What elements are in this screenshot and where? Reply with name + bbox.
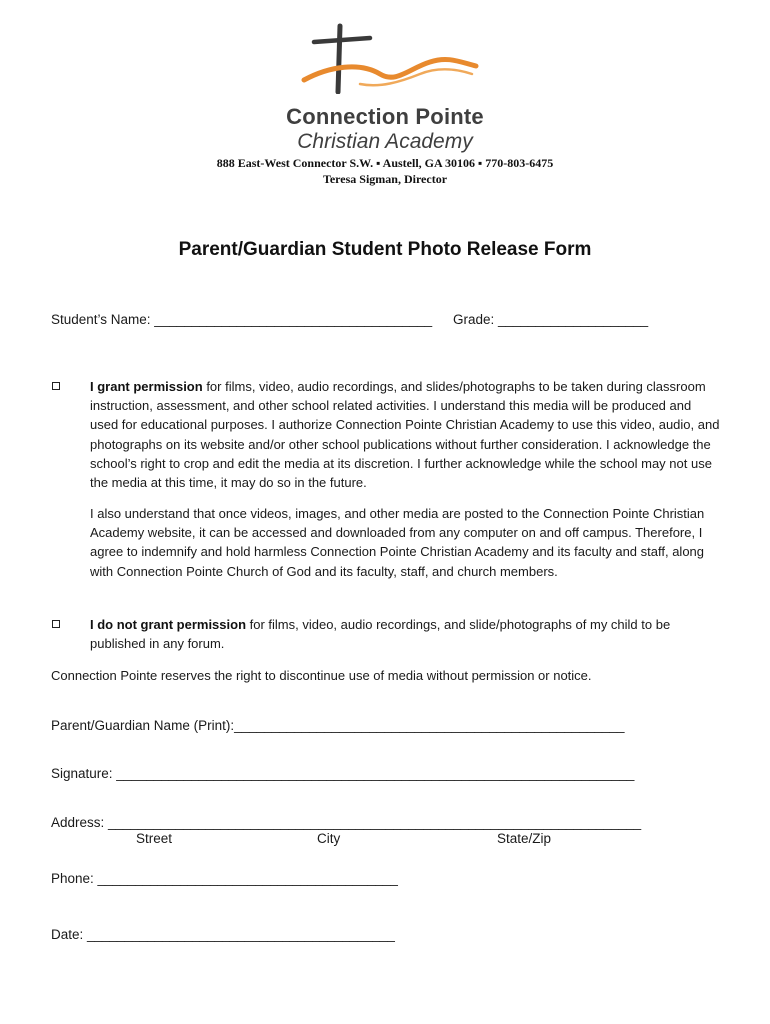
academy-logo-icon [300, 22, 480, 94]
address-street-label: Street [136, 831, 173, 846]
address-field[interactable]: Address: _______________________________________________________________________ [51, 815, 642, 830]
signature-field[interactable]: Signature: _____________________________________________________________________ [51, 766, 635, 781]
director-line: Teresa Sigman, Director [322, 172, 448, 186]
deny-permission-paragraph [90, 615, 720, 653]
address-city-label: City [317, 831, 341, 846]
parent-name-field[interactable]: Parent/Guardian Name (Print):____________________________________________________ [51, 718, 625, 733]
deny-permission-checkbox[interactable] [52, 620, 60, 628]
reserve-notice: Connection Pointe reserves the right to discontinue use of media without permission or notice. [51, 668, 592, 683]
grant-permission-paragraph [90, 377, 720, 492]
grant-permission-text: for films, video, audio recordings, and slides/photographs to be taken during classroom instruction, assessment, and other school related activities. I understand this media will be produced and used for educational purposes. I authorize Connection Pointe Christian Academy to use this video, audio, and photographs on its website and/or other school publications without further consideration. I acknowledge the school’s right to crop and edit the media at its discretion. I further acknowledge while the school may not use the media at this time, it may do so in the future. [90, 379, 720, 491]
deny-permission-lead: I do not grant permission [90, 617, 247, 632]
school-address: 888 East-West Connector S.W. ▪ Austell, GA 30106 ▪ 770-803-6475 [216, 156, 554, 170]
address-state-zip-label: State/Zip [497, 831, 552, 846]
grade-field[interactable]: Grade: ____________________ [453, 312, 649, 327]
deny-permission-text: for films, video, audio recordings, and slide/photographs of my child to be published in any forum. [90, 617, 671, 652]
grant-permission-lead: I grant permission [90, 379, 203, 394]
media-posting-paragraph: I also understand that once videos, images, and other media are posted to the Connection Pointe Christian Academy website, it can be accessed and downloaded from any computer on and off campus. Therefore, I agree to indemnify and hold harmless Connection Pointe Christian Academy and its faculty and staff, along with Connection Pointe Church of God and its faculty, staff, and church members. [90, 506, 705, 579]
form-title: Parent/Guardian Student Photo Release Form [178, 239, 592, 260]
date-field[interactable]: Date: _________________________________________ [51, 927, 395, 942]
grant-permission-checkbox[interactable] [52, 382, 60, 390]
logo-name-line2: Christian Academy [297, 130, 473, 153]
logo-name-line1: Connection Pointe [286, 104, 484, 129]
student-name-field[interactable]: Student’s Name: _____________________________________ [51, 312, 433, 327]
phone-field[interactable]: Phone: ________________________________________ [51, 871, 398, 886]
